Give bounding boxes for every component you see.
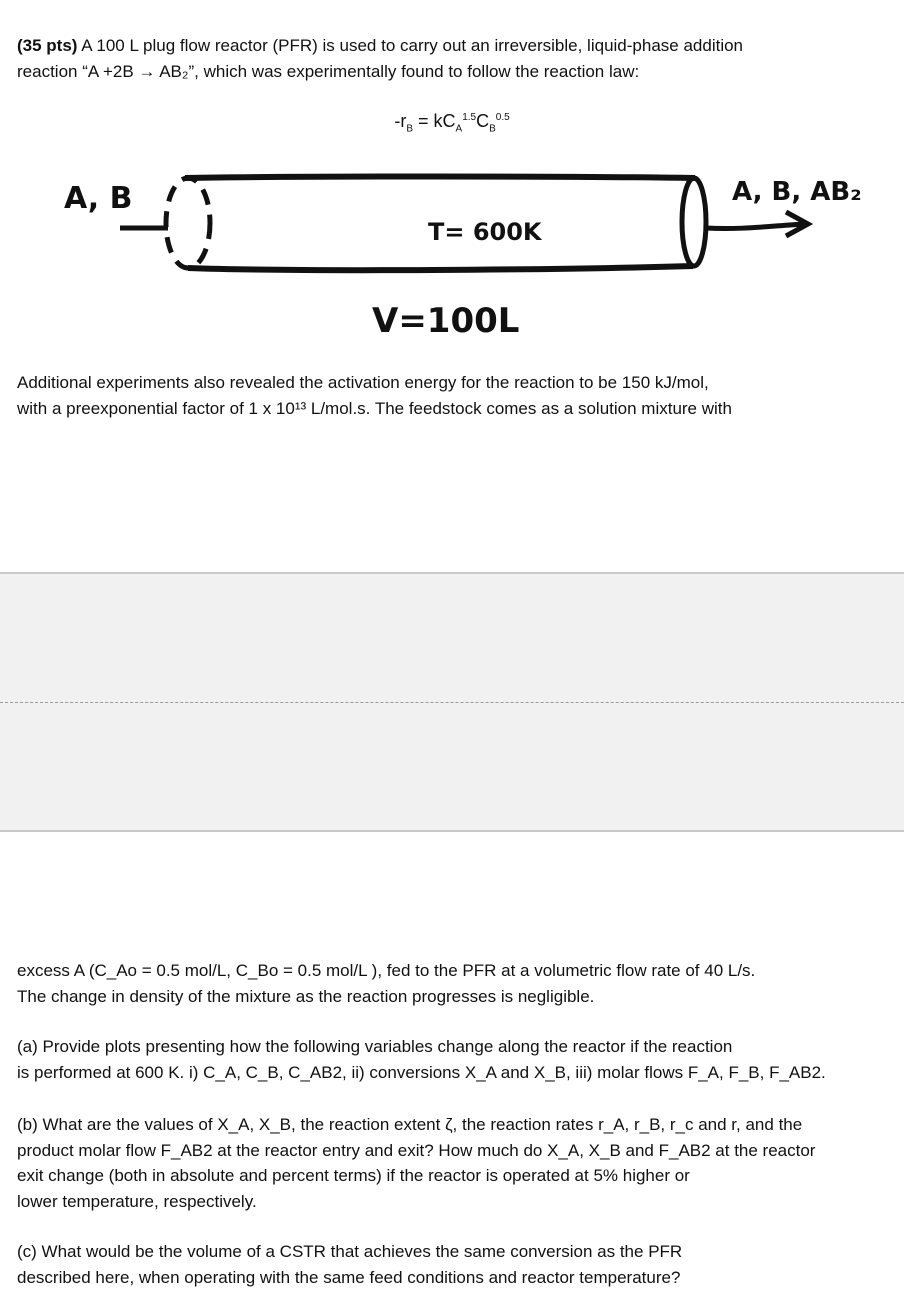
part-b-line-1: (b) What are the values of X_A, X_B, the reaction extent ζ, the reaction rates r_A, r_B, r_c and r, and the (17, 1115, 803, 1134)
part-b-line-3: exit change (both in absolute and percent terms) if the reactor is operated at 5% higher or (17, 1166, 690, 1185)
points-label: (35 pts) (17, 36, 78, 55)
part-b (17, 1112, 835, 1214)
part-a-line-1: (a) Provide plots presenting how the following variables change along the reactor if the reaction (17, 1037, 733, 1056)
rate-law-equation: $-r_B = kC_A^{1.5}C_B^{0.5}$ (394, 111, 510, 135)
additional-line-1: Additional experiments also revealed the activation energy for the reaction to be 150 kJ/mol, (17, 373, 709, 392)
outlet-label: A, B, AB₂ (732, 177, 862, 207)
part-a (17, 1034, 835, 1085)
feed-line-2: The change in density of the mixture as the reaction progresses is negligible. (17, 986, 595, 1006)
additional-line-2: with a preexponential factor of 1 x 10¹³ L/mol.s. The feedstock comes as a solution mixture with (17, 398, 732, 418)
pfr-diagram (0, 150, 904, 350)
intro-line-2: reaction “A +2B → AB₂”, which was experimentally found to follow the reaction law: (17, 61, 640, 81)
volume-label: V=100L (372, 301, 520, 341)
part-c-line-2: described here, when operating with the same feed conditions and reactor temperature? (17, 1267, 681, 1287)
feed-paragraph (17, 958, 835, 1009)
part-b-line-2: product molar flow F_AB2 at the reactor entry and exit? How much do X_A, X_B and F_AB2 at the reactor (17, 1140, 816, 1160)
intro-line-1: A 100 L plug flow reactor (PFR) is used to carry out an irreversible, liquid-phase addition (77, 36, 744, 55)
problem-intro (17, 33, 835, 84)
page-break-dashed-line (0, 702, 904, 703)
part-c-line-1: (c) What would be the volume of a CSTR that achieves the same conversion as the PFR (17, 1242, 683, 1261)
additional-paragraph (17, 370, 835, 421)
part-c (17, 1239, 835, 1290)
temperature-label: T= 600K (428, 218, 542, 246)
page-break-band (0, 572, 904, 832)
feed-line-1: excess A (C_Ao = 0.5 mol/L, C_Bo = 0.5 mol/L ), fed to the PFR at a volumetric flow rate of 40 L/s. (17, 961, 756, 980)
part-b-line-4: lower temperature, respectively. (17, 1191, 257, 1211)
inlet-label: A, B (64, 181, 133, 216)
part-a-line-2: is performed at 600 K. i) C_A, C_B, C_AB2, ii) conversions X_A and X_B, iii) molar flows F_A, F_B, F_AB2. (17, 1062, 826, 1082)
